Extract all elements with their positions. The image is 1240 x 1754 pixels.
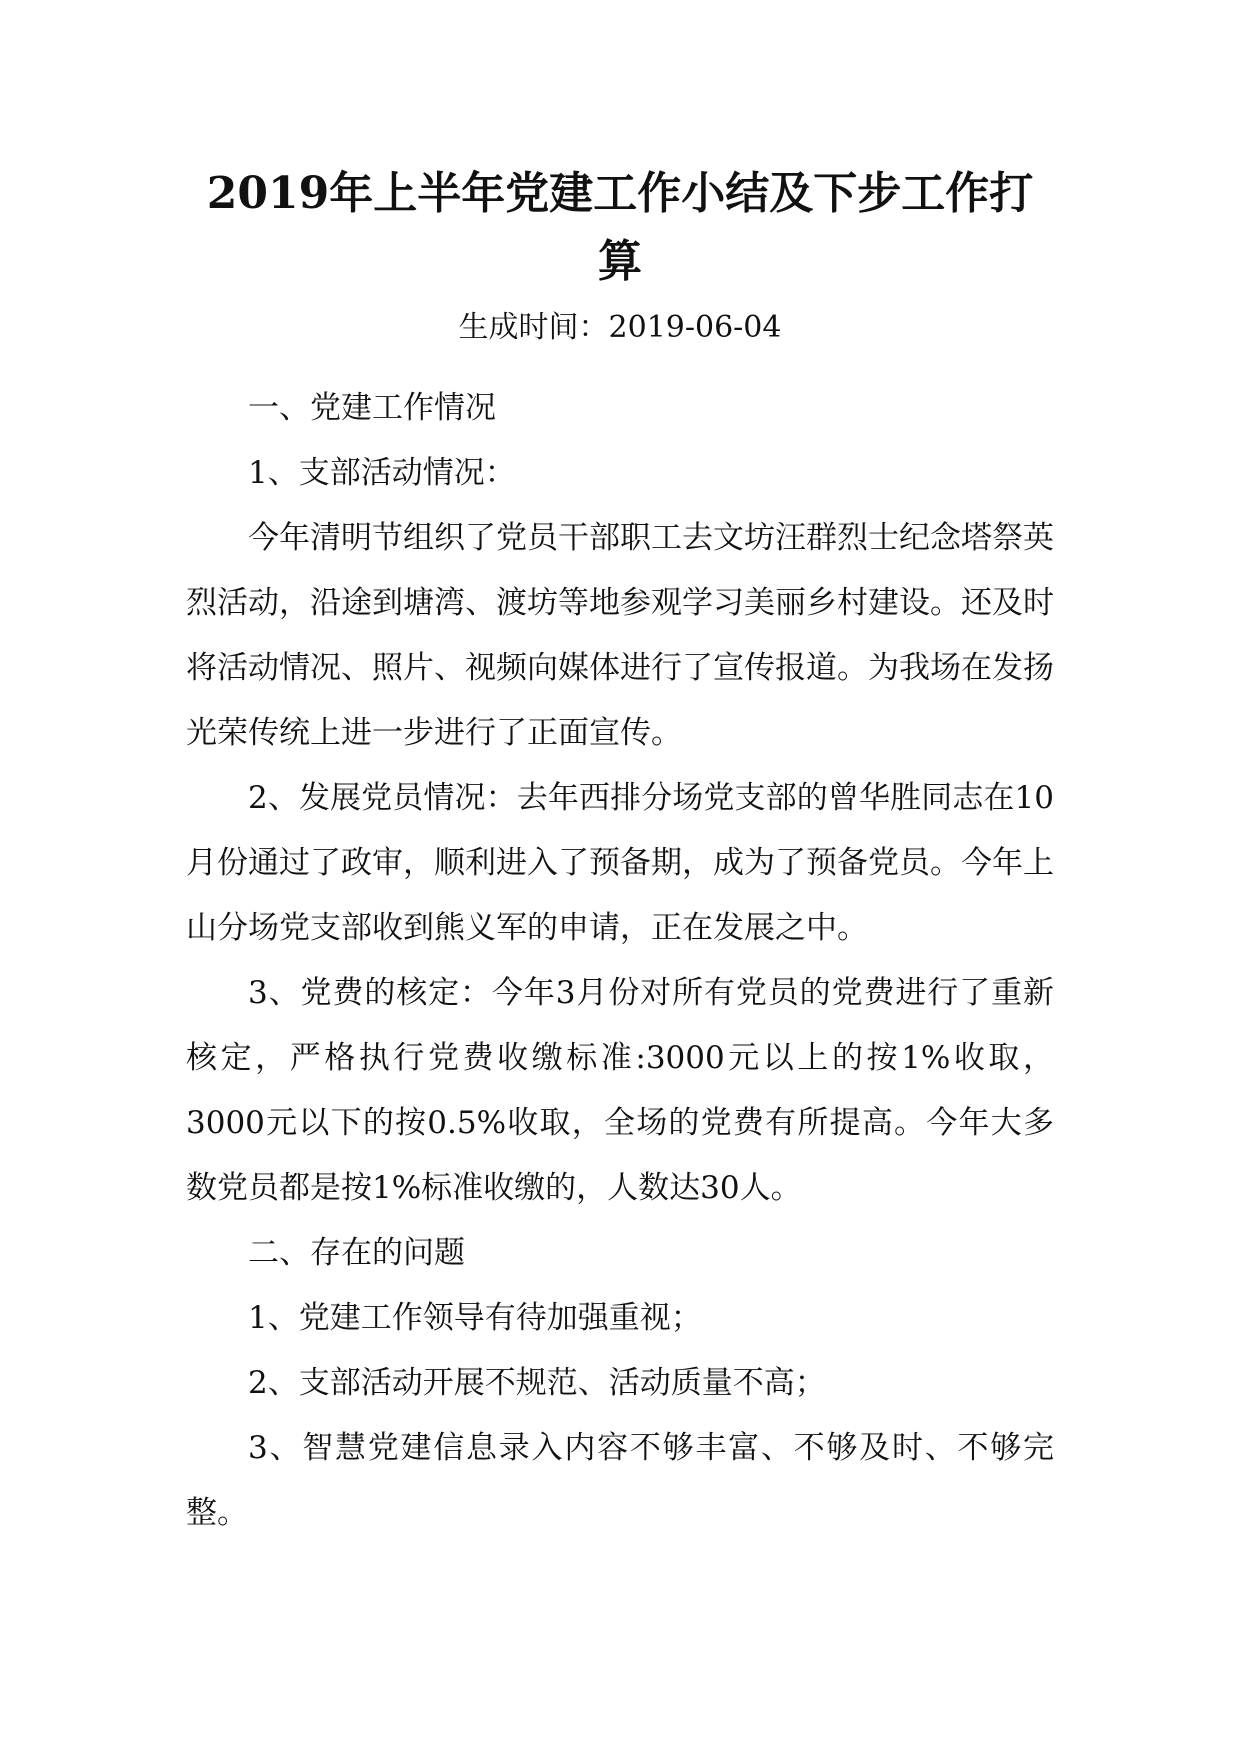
problem-item-2: 2、支部活动开展不规范、活动质量不高； — [248, 1365, 826, 1401]
paragraph-member-development: 2、发展党员情况：去年西排分场党支部的曾华胜同志在10月份通过了政审，顺利进入了预备期，成为了预备党员。今年上山分场党支部收到熊义军的申请，正在发展之中。 — [186, 780, 1054, 946]
document-page — [186, 160, 1054, 1546]
subheading-branch-activities: 1、支部活动情况： — [248, 455, 516, 491]
paragraph-party-dues: 3、党费的核定：今年3月份对所有党员的党费进行了重新核定，严格执行党费收缴标准:3000元以上的按1%收取，3000元以下的按0.5%收取，全场的党费有所提高。今年大多数党员都是按1%标准收缴的，人数达30人。 — [186, 975, 1054, 1206]
section-heading-1: 一、党建工作情况 — [248, 390, 496, 426]
problem-item-1: 1、党建工作领导有待加强重视； — [248, 1300, 702, 1336]
document-title: 2019年上半年党建工作小结及下步工作打算 — [206, 168, 1034, 287]
section-heading-2: 二、存在的问题 — [248, 1235, 465, 1271]
generated-time: 生成时间：2019-06-04 — [458, 310, 782, 345]
paragraph-activities: 今年清明节组织了党员干部职工去文坊汪群烈士纪念塔祭英烈活动，沿途到塘湾、渡坊等地参观学习美丽乡村建设。还及时将活动情况、照片、视频向媒体进行了宣传报道。为我场在发扬光荣传统上进一步进行了正面宣传。 — [186, 520, 1054, 751]
problem-item-3: 3、智慧党建信息录入内容不够丰富、不够及时、不够完整。 — [186, 1430, 1054, 1531]
